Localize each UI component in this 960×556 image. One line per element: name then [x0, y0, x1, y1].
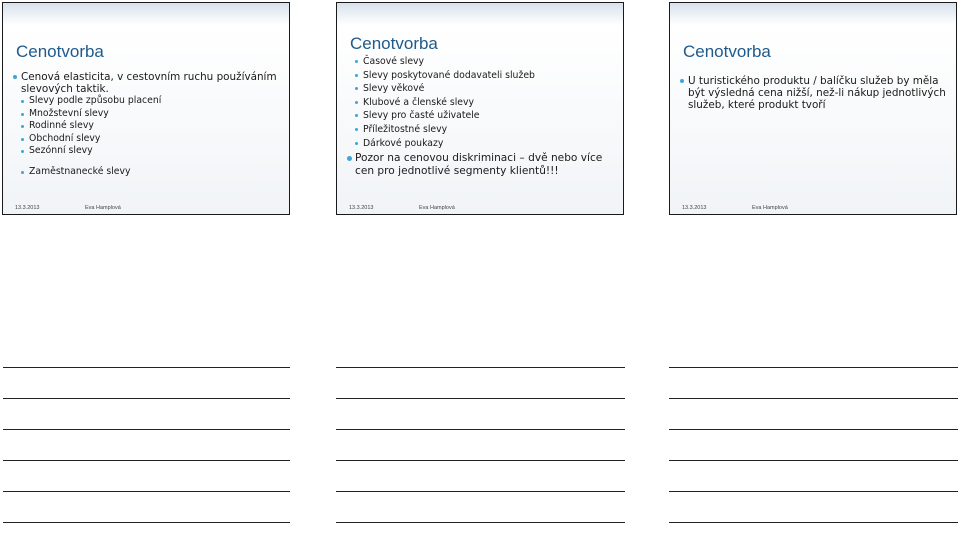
bullet-dot-icon — [680, 79, 684, 83]
bullet-text: Klubové a členské slevy — [363, 96, 475, 108]
bullet-item — [676, 75, 952, 112]
note-line — [669, 522, 958, 523]
slide-header-band — [3, 3, 289, 25]
slide-title: Cenotvorba — [350, 34, 438, 53]
bullet-item — [343, 123, 619, 137]
bullet-item — [343, 137, 619, 151]
slide-footer — [15, 205, 121, 211]
note-line — [3, 522, 290, 523]
bullet-text: Sezónní slevy — [29, 145, 93, 157]
bullet-dot-icon — [355, 74, 358, 77]
bullet-text: Zaměstnanecké slevy — [29, 165, 131, 177]
bullet-item — [343, 109, 619, 123]
bullet-text: Slevy věkové — [363, 83, 425, 95]
bullet-item — [343, 82, 619, 96]
bullet-text: U turistického produktu / balíčku služeb by měla být výsledná cena nižší, než-li nákup jednotlivých služeb, které produkt tvoří — [688, 75, 946, 112]
slide-body — [676, 75, 952, 112]
note-line — [669, 429, 958, 430]
bullet-text: Časové slevy — [363, 56, 425, 67]
bullet-item — [9, 145, 285, 158]
note-line — [3, 491, 290, 492]
bullet-dot-icon — [13, 75, 17, 79]
note-line — [669, 491, 958, 492]
footer-date: 13.3.2013 — [15, 205, 40, 211]
bullet-dot-icon — [347, 156, 352, 161]
bullet-item — [9, 108, 285, 121]
note-line — [669, 367, 958, 368]
slide-body — [343, 55, 619, 177]
bullet-dot-icon — [355, 114, 358, 117]
bullet-item — [9, 95, 285, 108]
note-line — [3, 429, 290, 430]
note-line — [336, 491, 625, 492]
bullet-dot-icon — [355, 60, 358, 63]
bullet-dot-icon — [355, 142, 358, 145]
slide-header-band — [670, 3, 956, 25]
footer-author: Eva Hamplová — [85, 205, 121, 211]
bullet-text: Rodinné slevy — [29, 120, 94, 132]
slide-body — [9, 71, 285, 179]
footer-author: Eva Hamplová — [752, 205, 788, 211]
bullet-text: Slevy podle způsobu placení — [29, 95, 162, 106]
bullet-text: Množstevní slevy — [29, 107, 109, 119]
bullet-dot-icon — [21, 171, 24, 174]
bullet-dot-icon — [355, 101, 358, 104]
bullet-item — [343, 152, 619, 177]
slide-header-band — [337, 3, 623, 25]
note-line — [336, 522, 625, 523]
footer-date: 13.3.2013 — [349, 205, 374, 211]
slide-1 — [2, 2, 290, 215]
bullet-dot-icon — [21, 125, 24, 128]
footer-date: 13.3.2013 — [682, 205, 707, 211]
note-line — [3, 460, 290, 461]
bullet-text: Příležitostné slevy — [363, 123, 448, 135]
note-line — [3, 367, 290, 368]
slide-title: Cenotvorba — [16, 42, 104, 61]
slide-footer — [349, 205, 455, 211]
note-line — [669, 398, 958, 399]
note-line — [336, 398, 625, 399]
footer-author: Eva Hamplová — [419, 205, 455, 211]
slide-footer — [682, 205, 788, 211]
slide-3 — [669, 2, 957, 215]
bullet-text: Slevy pro časté uživatele — [363, 110, 480, 122]
bullet-dot-icon — [355, 87, 358, 90]
bullet-text: Cenová elasticita, v cestovním ruchu používáním slevových taktik. — [21, 71, 277, 95]
bullet-text: Obchodní slevy — [29, 132, 101, 144]
bullet-dot-icon — [21, 113, 24, 116]
bullet-item — [343, 55, 619, 69]
bullet-dot-icon — [21, 150, 24, 153]
note-line — [336, 460, 625, 461]
bullet-item — [9, 120, 285, 133]
bullet-dot-icon — [21, 138, 24, 141]
bullet-text: Dárkové poukazy — [363, 137, 444, 149]
note-line — [336, 429, 625, 430]
bullet-item — [9, 133, 285, 146]
bullet-item — [9, 71, 285, 95]
note-line — [669, 460, 958, 461]
note-line — [336, 367, 625, 368]
slide-title: Cenotvorba — [683, 42, 771, 61]
slide-2 — [336, 2, 624, 215]
bullet-item — [9, 166, 285, 179]
bullet-text: Pozor na cenovou diskriminaci – dvě nebo více cen pro jednotlivé segmenty klientů!!! — [355, 152, 603, 177]
bullet-dot-icon — [21, 100, 24, 103]
bullet-dot-icon — [355, 128, 358, 131]
bullet-item — [343, 96, 619, 110]
bullet-item — [343, 69, 619, 83]
bullet-text: Slevy poskytované dodavateli služeb — [363, 69, 535, 81]
note-line — [3, 398, 290, 399]
